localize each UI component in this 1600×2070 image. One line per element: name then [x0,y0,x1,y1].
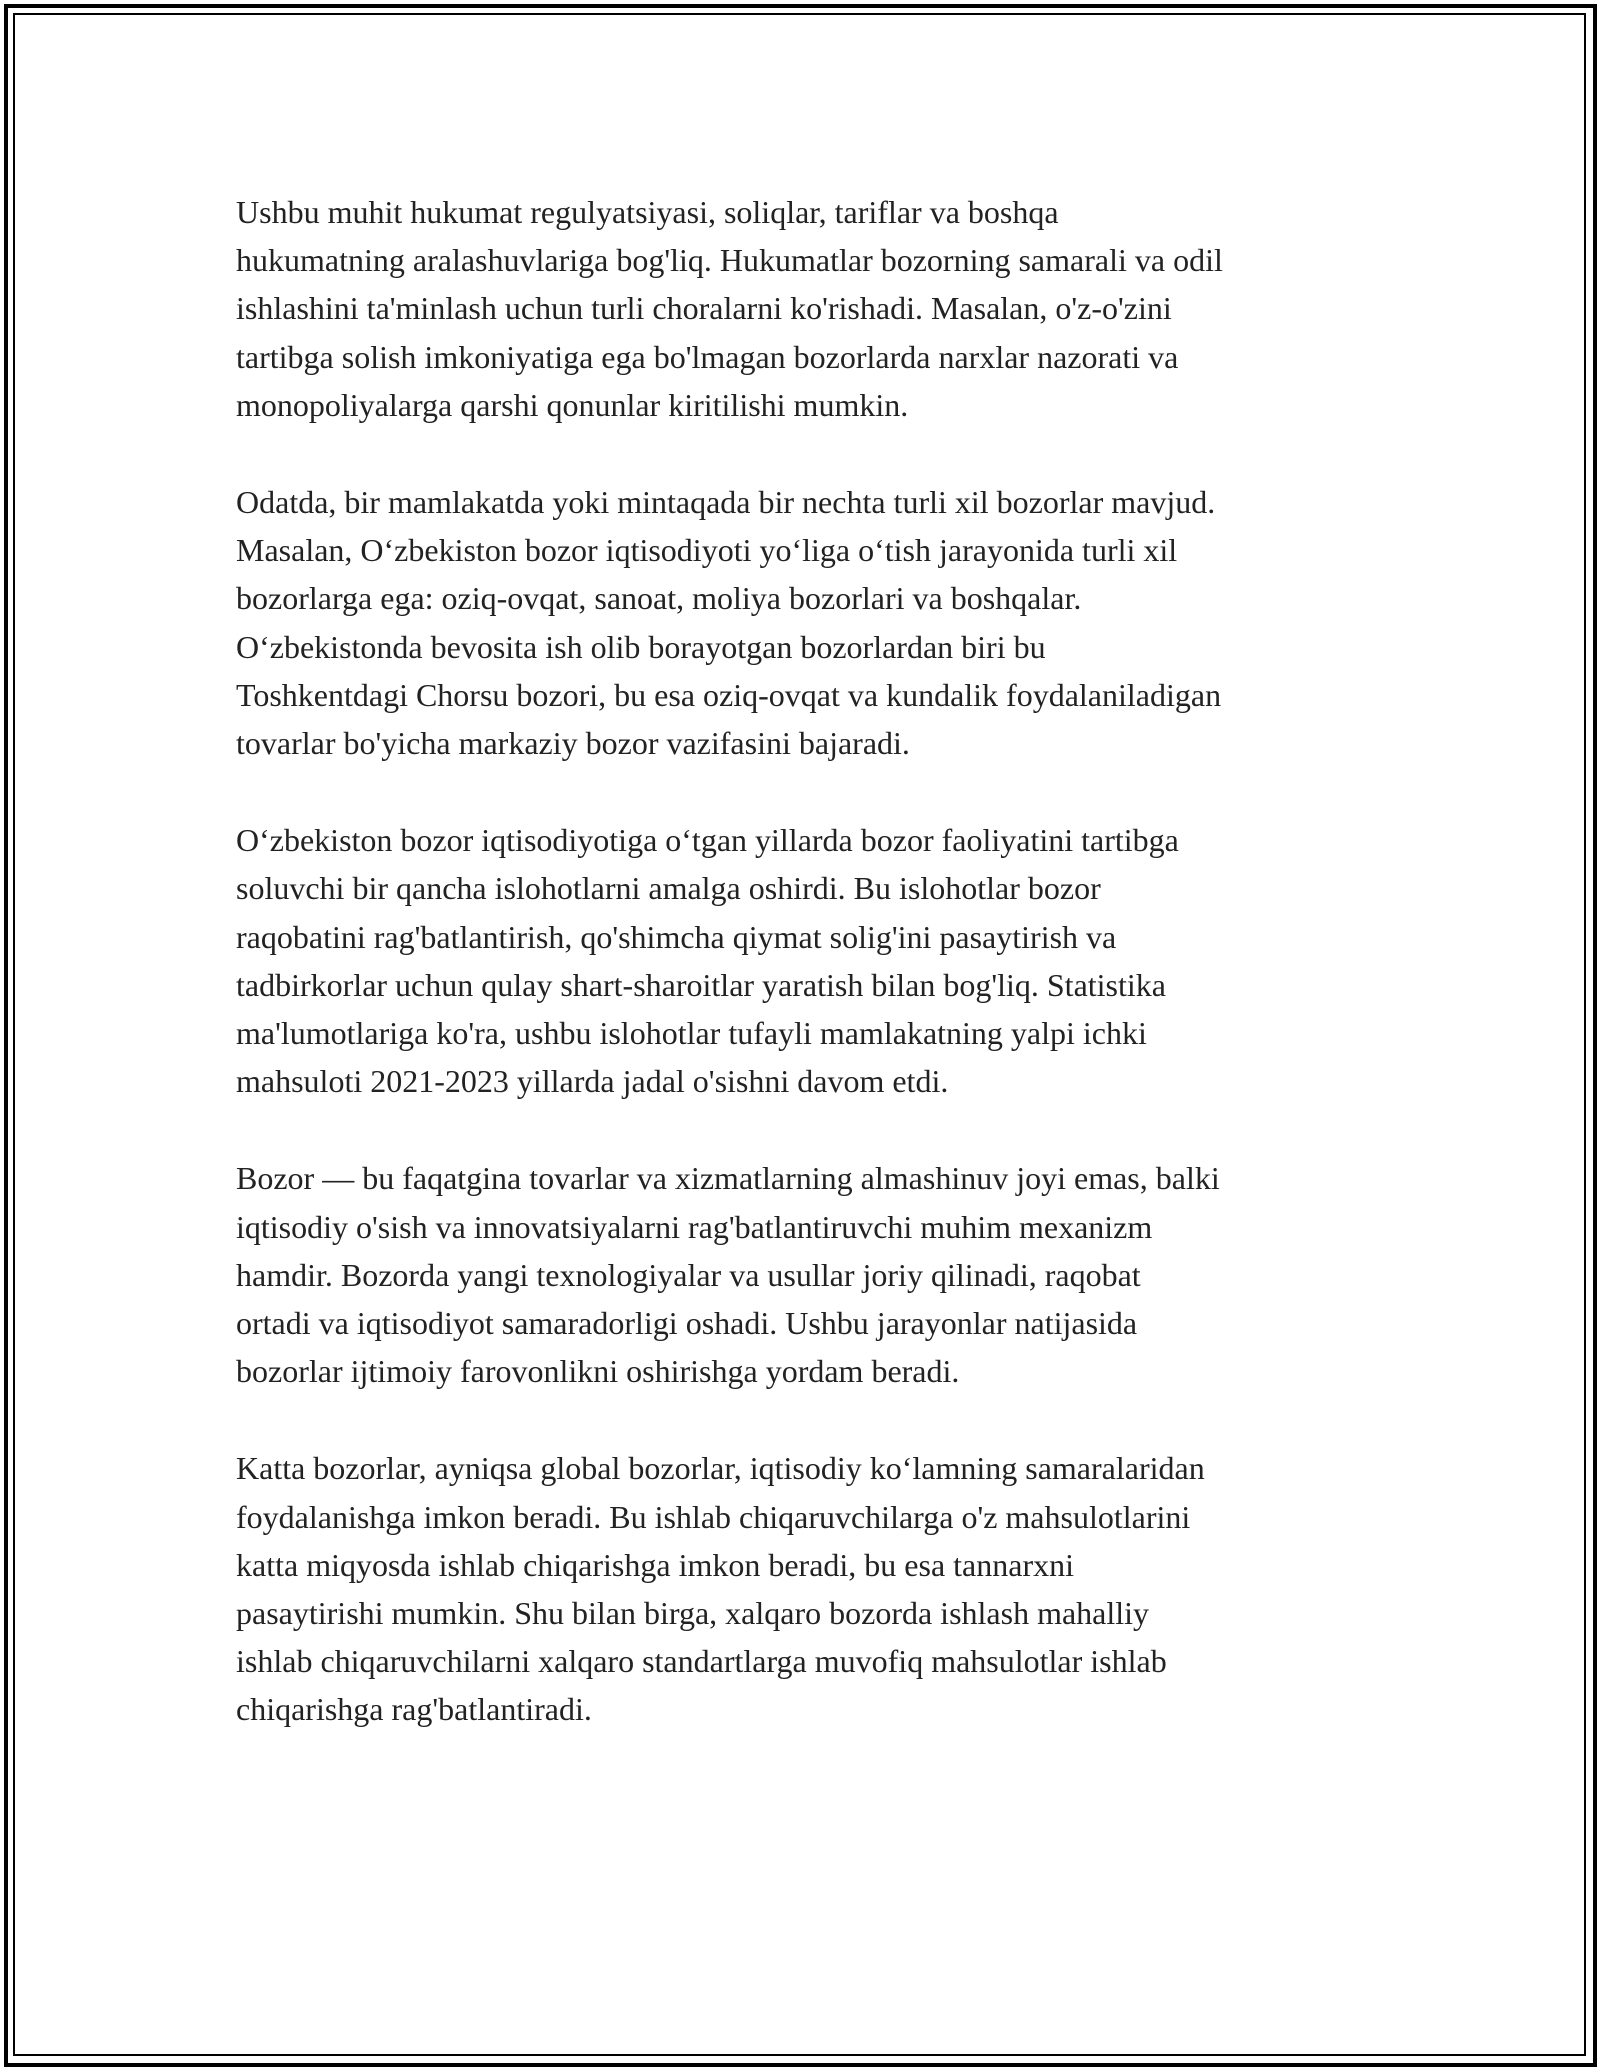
text-line: monopoliyalarga qarshi qonunlar kiritilishi mumkin. [236,386,909,423]
text-line: ishlab chiqaruvchilarni xalqaro standartlarga muvofiq mahsulotlar ishlab [236,1643,1167,1680]
text-line: Toshkentdagi Chorsu bozori, bu esa oziq-ovqat va kundalik foydalaniladigan [236,676,1222,713]
text-line: soluvchi bir qancha islohotlarni amalga oshirdi. Bu islohotlar bozor [236,870,1101,907]
text-line: Ushbu muhit hukumat regulyatsiyasi, soliqlar, tariflar va boshqa [236,194,1059,230]
text-line: Odatda, bir mamlakatda yoki mintaqada bir nechta turli xil bozorlar mavjud. [236,484,1216,521]
paragraph-4 [236,1154,1376,1395]
document-body [236,188,1376,1783]
text-line: bozorlarga ega: oziq-ovqat, sanoat, moliya bozorlari va boshqalar. [236,580,1082,617]
paragraph-5 [236,1444,1376,1733]
text-line: pasaytirishi mumkin. Shu bilan birga, xalqaro bozorda ishlash mahalliy [236,1595,1150,1632]
text-line: tadbirkorlar uchun qulay shart-sharoitlar yaratish bilan bog'liq. Statistika [236,966,1166,1003]
text-line: iqtisodiy o'sish va innovatsiyalarni rag'batlantiruvchi muhim mexanizm [236,1208,1153,1245]
text-line: Oʻzbekistonda bevosita ish olib borayotgan bozorlardan biri bu [236,628,1046,665]
text-line: tartibga solish imkoniyatiga ega bo'lmagan bozorlarda narxlar nazorati va [236,338,1179,375]
text-line: Oʻzbekiston bozor iqtisodiyotiga oʻtgan yillarda bozor faoliyatini tartibga [236,822,1179,859]
text-line: mahsuloti 2021-2023 yillarda jadal o'sishni davom etdi. [236,1063,949,1100]
paragraph-2 [236,478,1376,767]
text-line: ma'lumotlariga ko'ra, ushbu islohotlar tufayli mamlakatning yalpi ichki [236,1015,1147,1052]
text-line: katta miqyosda ishlab chiqarishga imkon beradi, bu esa tannarxni [236,1546,1074,1583]
text-line: Bozor — bu faqatgina tovarlar va xizmatlarning almashinuv joyi emas, balki [236,1160,1220,1197]
text-line: ishlashini ta'minlash uchun turli choralarni ko'rishadi. Masalan, o'z-o'zini [236,290,1172,327]
text-line: Masalan, Oʻzbekiston bozor iqtisodiyoti yoʻliga oʻtish jarayonida turli xil [236,532,1178,569]
text-line: raqobatini rag'batlantirish, qo'shimcha qiymat solig'ini pasaytirish va [236,918,1117,955]
text-line: tovarlar bo'yicha markaziy bozor vazifasini bajaradi. [236,725,910,762]
text-line: hamdir. Bozorda yangi texnologiyalar va usullar joriy qilinadi, raqobat [236,1256,1141,1293]
text-line: hukumatning aralashuvlariga bog'liq. Hukumatlar bozorning samarali va odil [236,242,1223,279]
text-line: chiqarishga rag'batlantiradi. [236,1691,592,1728]
paragraph-1 [236,188,1376,429]
text-line: ortadi va iqtisodiyot samaradorligi oshadi. Ushbu jarayonlar natijasida [236,1305,1138,1342]
paragraph-3 [236,816,1376,1105]
text-line: Katta bozorlar, ayniqsa global bozorlar, iqtisodiy koʻlamning samaralaridan [236,1450,1205,1487]
text-line: bozorlar ijtimoiy farovonlikni oshirishga yordam beradi. [236,1353,960,1390]
text-line: foydalanishga imkon beradi. Bu ishlab chiqaruvchilarga o'z mahsulotlarini [236,1498,1191,1535]
